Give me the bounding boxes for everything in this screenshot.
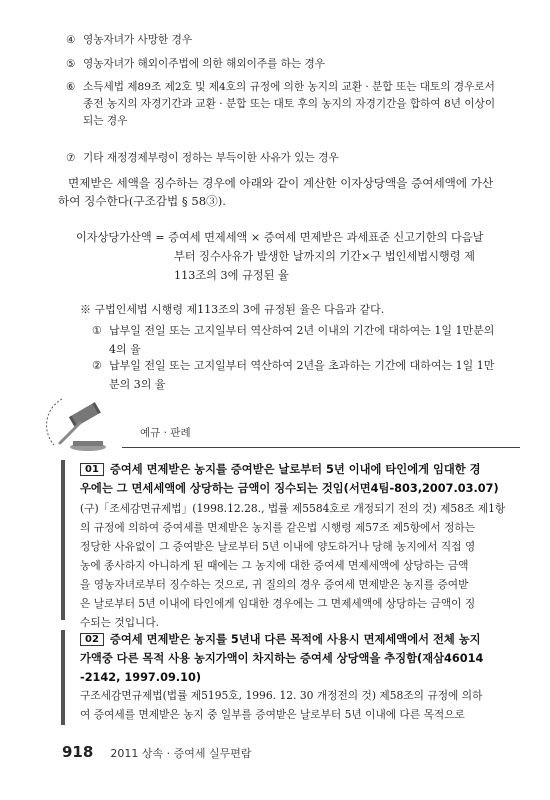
body-paragraph: 면제받은 세액을 징수하는 경우에 아래와 같이 계산한 이자상당액을 증여세액에 가산 하여 징수한다(구조감법 § 58③). [58,176,494,208]
ruling-02-bar [61,630,65,725]
interest-formula: 이자상당가산액 = 증여세 면제세액 × 증여세 면제받은 과세표준 신고기한의 다음날 부터 징수사유가 발생한 날까지의 기간×구 법인세법시행령 제 113조의 3에 규정된 율 [76,231,484,282]
list-item-5: ⑤ 영농자녀가 해외이주법에 의한 해외이주를 하는 경우 [66,58,325,70]
footer-title: 2011 상속 · 증여세 실무편람 [110,747,252,760]
ruling-02-number: 02 [80,633,104,646]
list-item-4: ④ 영농자녀가 사망한 경우 [66,34,193,46]
banner-divider [122,447,520,448]
page-footer [62,742,252,761]
rate-note-item-2: ② 납부일 전일 또는 고지일부터 역산하여 2년을 초과하는 기간에 대하여는 1일 1만 분의 3의 율 [92,359,495,391]
rulings-banner [40,395,520,455]
ruling-02-body: 구조세감면규제법(법률 제5195호, 1996. 12. 30 개정전의 것) 제58조의 규정에 의하 여 증여세를 면제받은 농지 중 일부를 증여받은 날로부터 5년 이내에 다른 목적으로 [80,689,483,721]
gavel-icon [40,395,120,455]
rate-note-item-1: ① 납부일 전일 또는 고지일부터 역산하여 2년 이내의 기간에 대하여는 1일 1만분의 4의 율 [92,324,495,356]
list-item-6: ⑥ 소득세법 제89조 제2호 및 제4호의 규정에 의한 농지의 교환 · 분합 또는 대토의 경우로서 종전 농지의 자경기간과 교환 · 분합 또는 대토 후의 농지의 자경기간을 합하여 8년 이상이 되는 경우 [66,81,496,127]
page-number: 918 [62,743,94,761]
rate-note: ※ 구법인세법 시행령 제113조의 3에 규정된 율은 다음과 같다. [80,303,385,316]
ruling-01-number: 01 [80,463,104,476]
list-item-7: ⑦ 기타 재정경제부령이 정하는 부득이한 사유가 있는 경우 [66,152,339,164]
ruling-02-title: 02 증여세 면제받은 농지를 5년내 다른 목적에 사용시 면제세액에서 전체 농지 가액중 다른 목적 사용 농지가액이 차지하는 증여세 상당액을 추징함(재삼46014 -2142, 1997.09.10) [80,633,484,684]
ruling-01-title: 01 증여세 면제받은 농지를 증여받은 날로부터 5년 이내에 타인에게 임대한 경 우에는 그 면세세액에 상당하는 금액이 징수되는 것임(서면4팀-803,2007.03.07) [80,463,499,495]
rulings-label: 예규 · 판례 [140,427,191,439]
ruling-01-body: (구)「조세감면규제법」(1998.12.28., 법률 제5584호로 개정되기 전의 것) 제58조 제1항 의 규정에 의하여 증여세를 면제받은 농지를 같은법 시행령 제57조 제5항에서 정하는 정당한 사유없이 그 증여받은 날로부터 5년 이내에 양도하거나 당해 농지에서 직접 영 농에 종사하지 아니하게 된 때에는 그 농지에 대한 증여세 면제세액에 상당하는 금액 을 영농자녀로부터 징수하는 것으로, 귀 질의의 경우 증여세 면제받은 농지를 증여받 은 날로부터 5년 이내에 타인에게 임대한 경우에는 그 면제세액에 상당하는 금액이 징 수되는 것입니다. [80,502,506,629]
ruling-01-bar [61,460,65,620]
